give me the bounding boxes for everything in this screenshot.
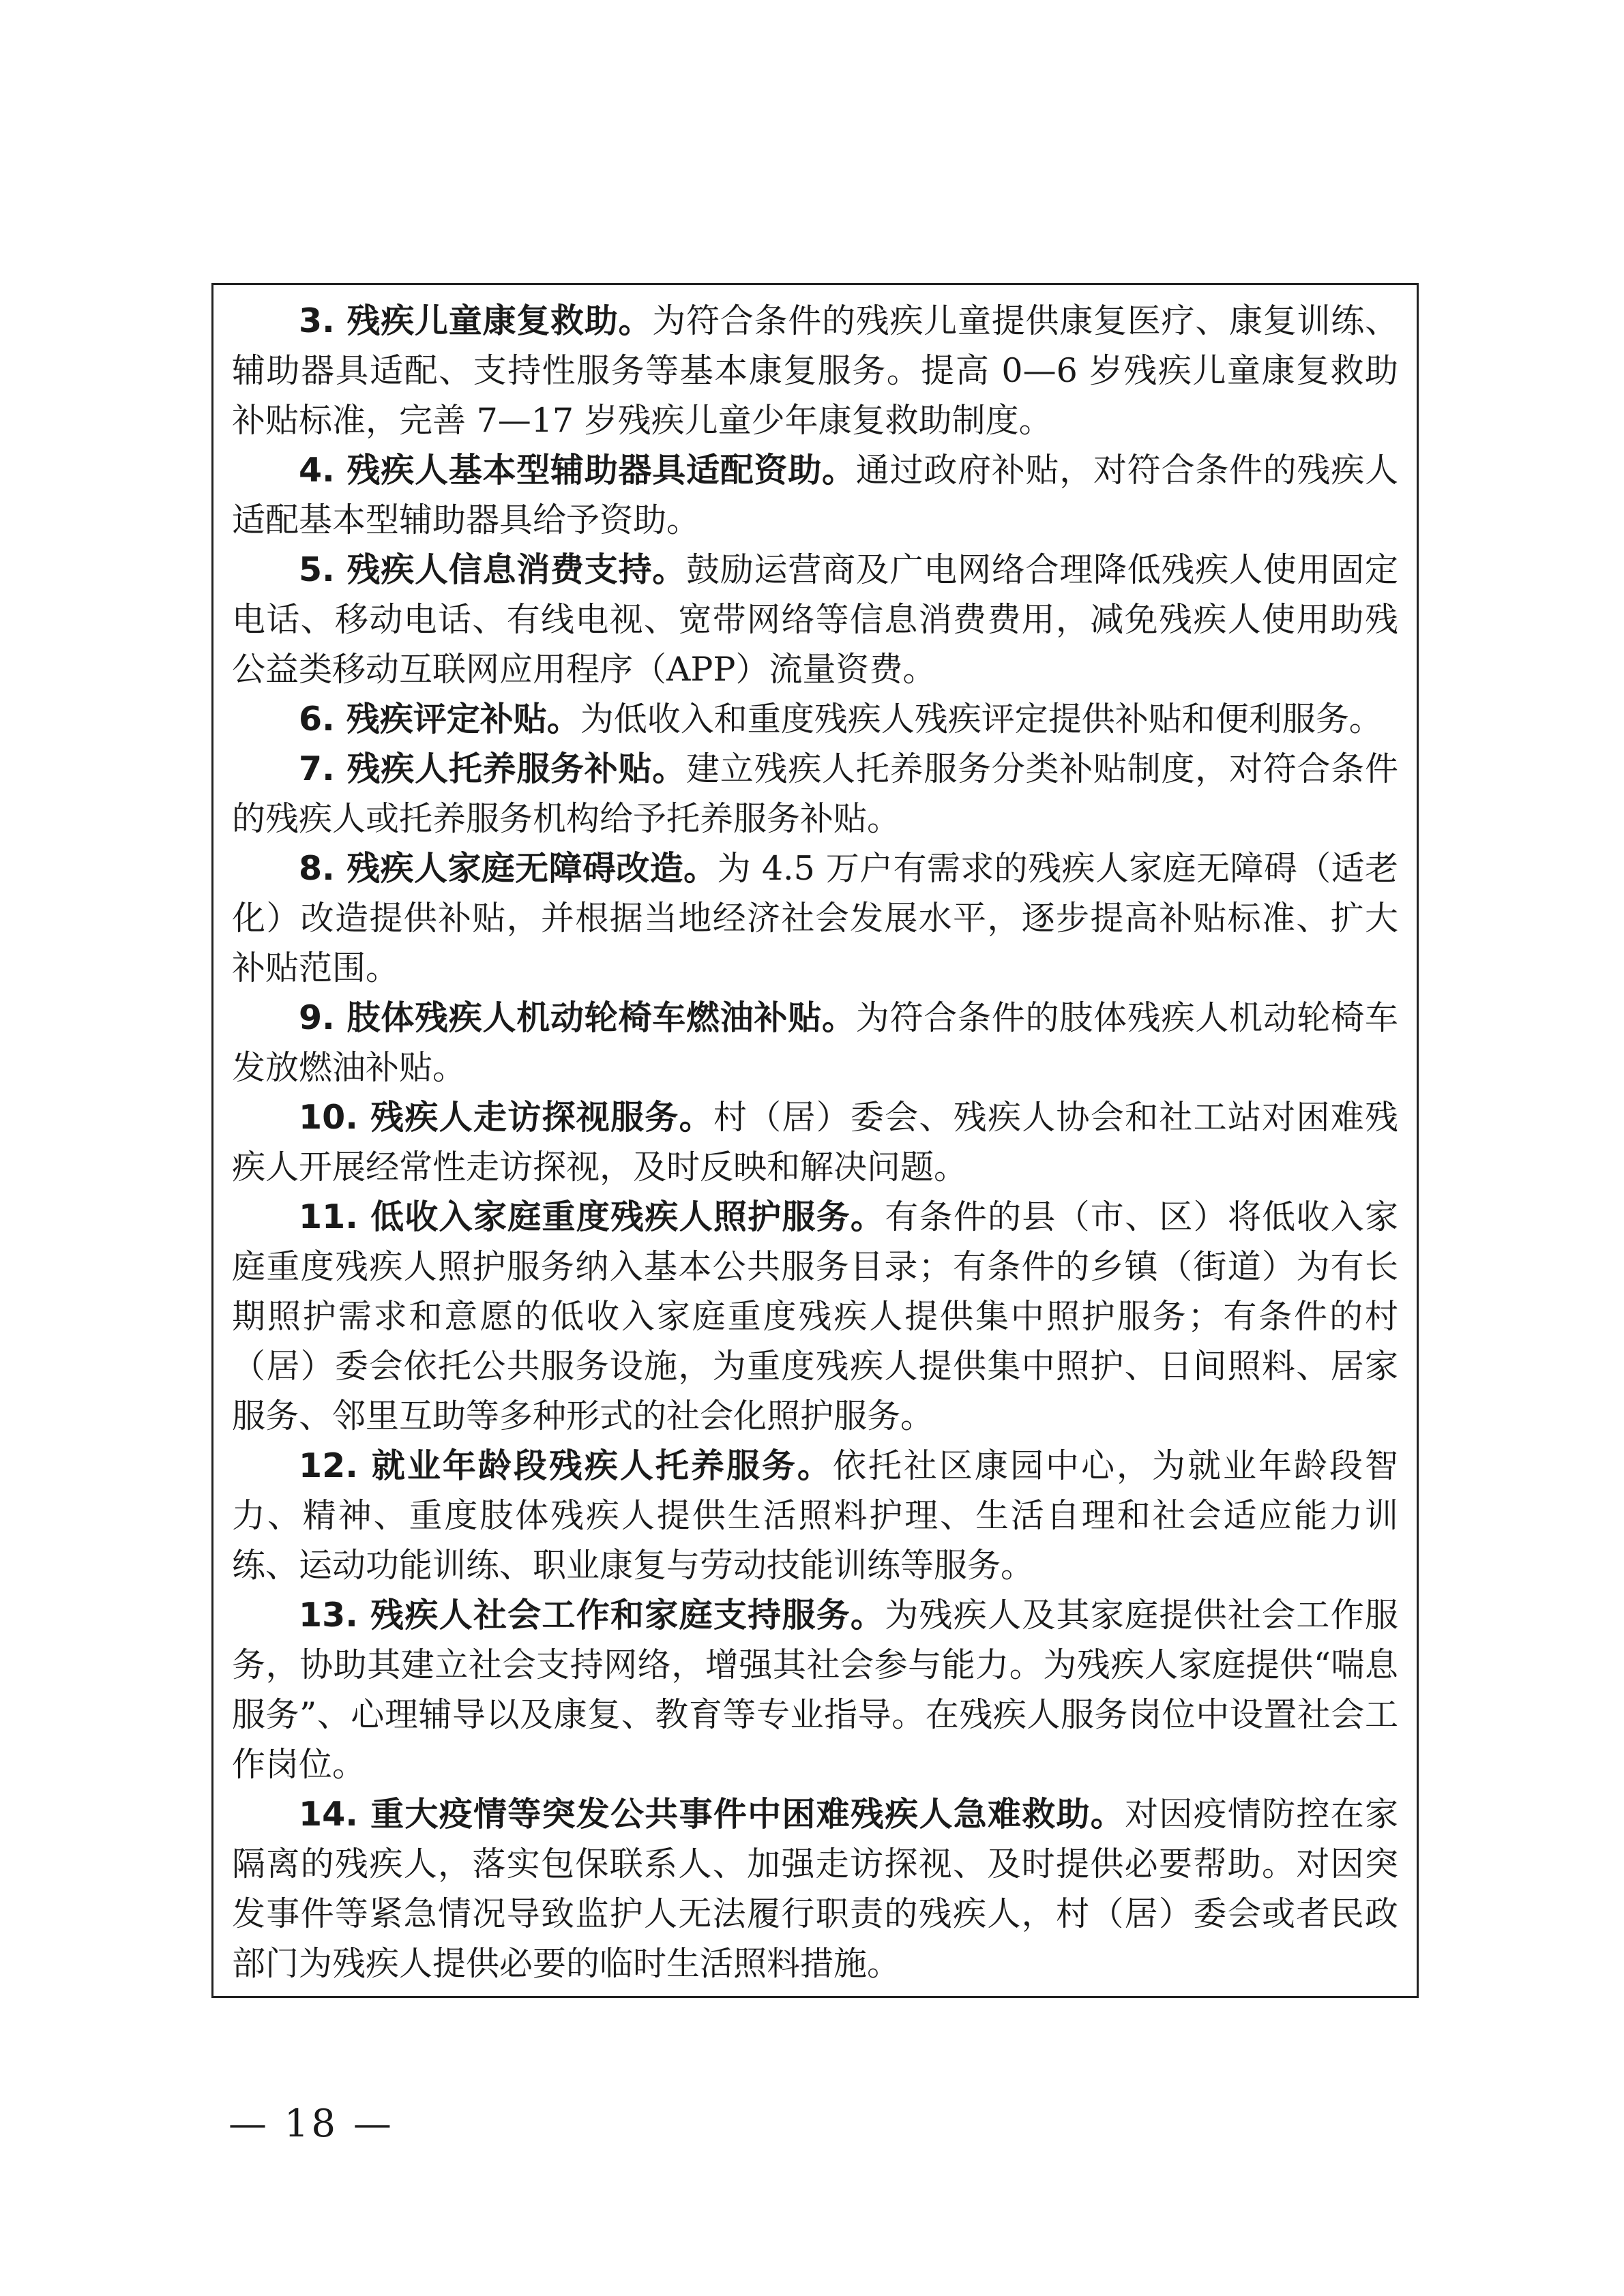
list-item (232, 1092, 1398, 1192)
content-box (211, 283, 1419, 1998)
item-body: 通过政府补贴，对符合条件的残疾人适配基本型辅助器具给予资助。 (232, 451, 1398, 539)
list-item (232, 545, 1398, 694)
list-item (232, 694, 1398, 744)
item-heading: 13. 残疾人社会工作和家庭支持服务。 (299, 1596, 885, 1635)
item-body: 为符合条件的肢体残疾人机动轮椅车发放燃油补贴。 (232, 998, 1398, 1087)
item-body: 鼓励运营商及广电网络合理降低残疾人使用固定电话、移动电话、有线电视、宽带网络等信息消费费用，减免残疾人使用助残公益类移动互联网应用程序（APP）流量资费。 (232, 550, 1398, 689)
list-item (232, 744, 1398, 844)
item-body: 为低收入和重度残疾人残疾评定提供补贴和便利服务。 (580, 700, 1383, 739)
item-body: 依托社区康园中心，为就业年龄段智力、精神、重度肢体残疾人提供生活照料护理、生活自理和社会适应能力训练、运动功能训练、职业康复与劳动技能训练等服务。 (232, 1446, 1398, 1585)
item-body: 为 4.5 万户有需求的残疾人家庭无障碍（适老化）改造提供补贴，并根据当地经济社会发展水平，逐步提高补贴标准、扩大补贴范围。 (232, 849, 1398, 987)
item-heading: 5. 残疾人信息消费支持。 (299, 550, 687, 589)
list-item (232, 1192, 1398, 1441)
list-item (232, 844, 1398, 993)
item-body: 建立残疾人托养服务分类补贴制度，对符合条件的残疾人或托养服务机构给予托养服务补贴。 (232, 749, 1398, 838)
item-heading: 8. 残疾人家庭无障碍改造。 (299, 849, 718, 888)
list-item (232, 1441, 1398, 1590)
item-heading: 11. 低收入家庭重度残疾人照护服务。 (299, 1197, 885, 1236)
item-body: 对因疫情防控在家隔离的残疾人，落实包保联系人、加强走访探视、及时提供必要帮助。对因突发事件等紧急情况导致监护人无法履行职责的残疾人，村（居）委会或者民政部门为残疾人提供必要的临时生活照料措施。 (232, 1795, 1398, 1983)
item-body: 有条件的县（市、区）将低收入家庭重度残疾人照护服务纳入基本公共服务目录；有条件的乡镇（街道）为有长期照护需求和意愿的低收入家庭重度残疾人提供集中照护服务；有条件的村（居）委会依托公共服务设施，为重度残疾人提供集中照护、日间照料、居家服务、邻里互助等多种形式的社会化照护服务。 (232, 1197, 1398, 1435)
item-body: 为符合条件的残疾儿童提供康复医疗、康复训练、辅助器具适配、支持性服务等基本康复服务。提高 0—6 岁残疾儿童康复救助补贴标准，完善 7—17 岁残疾儿童少年康复救助制度。 (232, 301, 1398, 440)
item-heading: 9. 肢体残疾人机动轮椅车燃油补贴。 (299, 998, 856, 1037)
list-item (232, 1789, 1398, 1988)
list-item (232, 993, 1398, 1092)
item-heading: 14. 重大疫情等突发公共事件中困难残疾人急难救助。 (299, 1795, 1125, 1834)
item-body: 为残疾人及其家庭提供社会工作服务，协助其建立社会支持网络，增强其社会参与能力。为残疾人家庭提供“喘息服务”、心理辅导以及康复、教育等专业指导。在残疾人服务岗位中设置社会工作岗位。 (232, 1596, 1398, 1784)
item-heading: 10. 残疾人走访探视服务。 (299, 1098, 713, 1137)
item-body: 村（居）委会、残疾人协会和社工站对困难残疾人开展经常性走访探视，及时反映和解决问题。 (232, 1098, 1398, 1187)
list-item (232, 445, 1398, 545)
page-number: — 18 — (228, 2102, 394, 2146)
list-item (232, 1590, 1398, 1789)
list-item (232, 296, 1398, 445)
item-heading: 7. 残疾人托养服务补贴。 (299, 749, 687, 788)
item-heading: 3. 残疾儿童康复救助。 (299, 301, 653, 340)
item-heading: 12. 就业年龄段残疾人托养服务。 (299, 1446, 833, 1485)
item-heading: 4. 残疾人基本型辅助器具适配资助。 (299, 451, 856, 490)
item-heading: 6. 残疾评定补贴。 (299, 700, 580, 739)
